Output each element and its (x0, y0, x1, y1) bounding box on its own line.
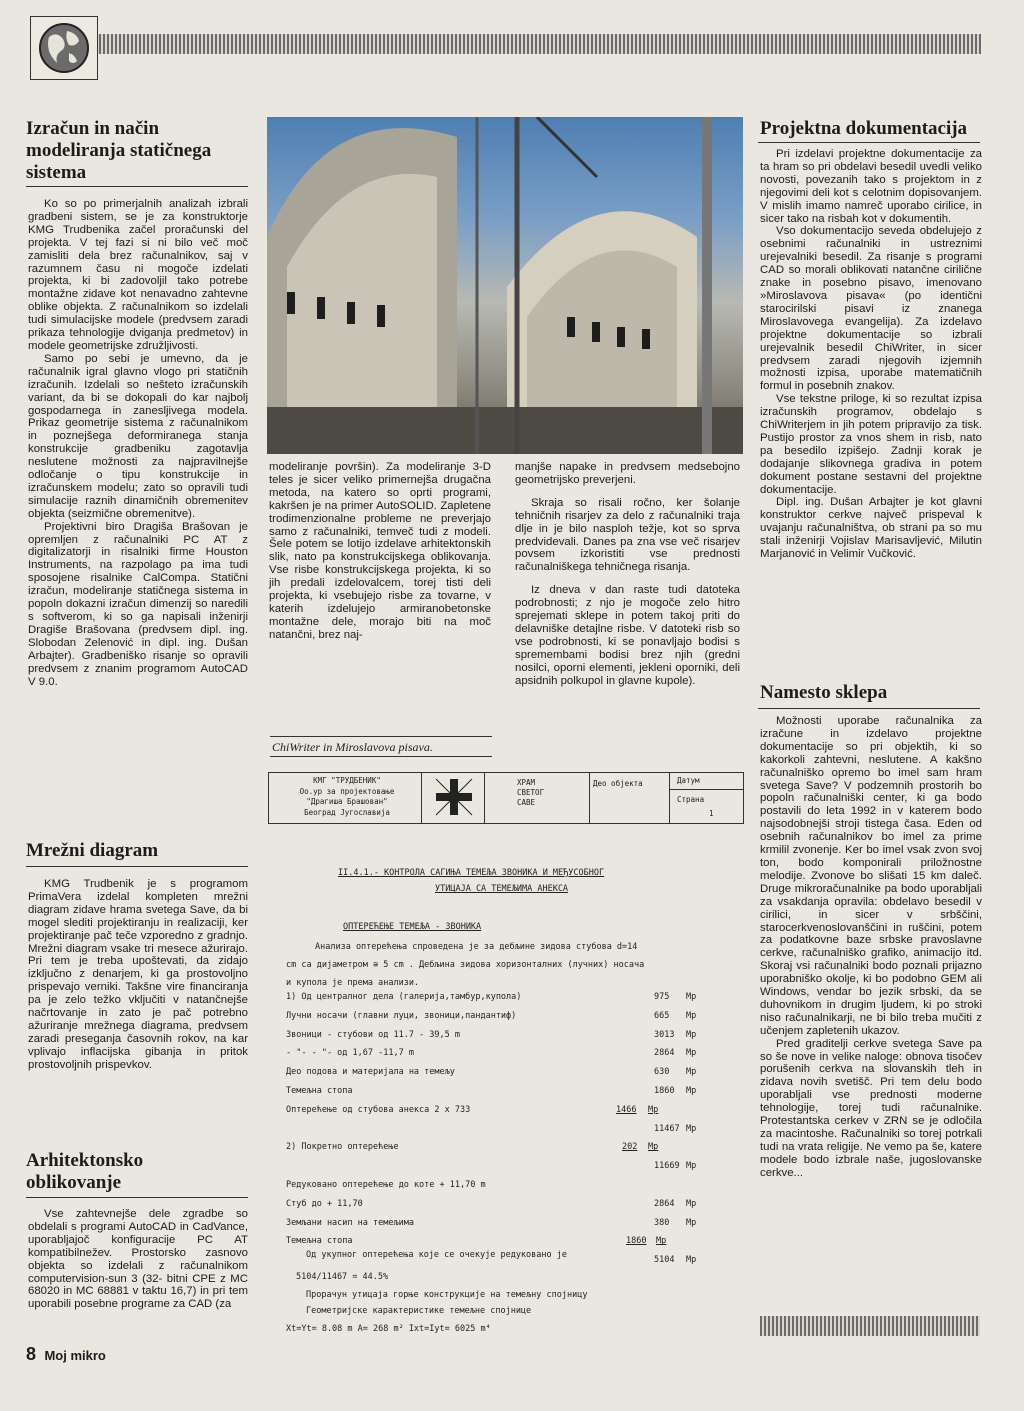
projektna-title: Projektna dokumentacija (760, 118, 968, 139)
table-row (286, 1199, 736, 1218)
paragraph: Pred graditelji cerkve svetega Save pa so še nove in velike naloge: obnova tisočev porušenih cerkva na slovanskih tleh in zidava novih svetišč. Pri tem delu bodo uporabljali vse prednosti moderne tehnologije, torej tudi računalnike. Protestantska cerkev v ZRN se je odločila za macintoshe. Računalniki so torej potrkali tudi na vrata religije. Ne vemo pa še, katere modele bodo izbrale naše, jugoslovanske cerkve... (760, 1037, 982, 1179)
row-value: 11467 (654, 1123, 680, 1134)
stamp-date: Датум (677, 776, 700, 785)
top-rule (95, 34, 981, 54)
paragraph: Vse zahtevnejše dele zgradbe so obdelali s programi AutoCAD in CadVance, uporabljajoč konfiguracije PC AT kompatibilnežev. Prostorsko zasnovo objekta so izdelali z računalnikom computervision-sun 3 (32- bitni CPE z MC 68020 in MC 68881 v taktu 16,7) in pri tem uporabili posebne programe za CAD (za (28, 1208, 248, 1311)
arhitektonsko-title: Arhitektonsko oblikovanje (26, 1150, 144, 1193)
stamp-part: Део објекта (593, 779, 643, 788)
page-footer (26, 1344, 106, 1365)
stamp-org-line: Београд Југославија (304, 807, 390, 817)
projektna-rule (758, 142, 980, 143)
paragraph: manjše napake in predvsem medsebojno geometrijsko preverjeni. (515, 461, 740, 486)
row-unit: Mp (686, 1048, 697, 1059)
row-unit: Mp (686, 1067, 697, 1078)
paragraph: Vse tekstne priloge, ki so rezultat izpisa izračunskih programov, obdelajo s ChiWriterjem in jih potem pripravijo za tisk. Pustijo prostor za vnos shem in risb, nato pa besedilo izpišejo. Zadnji korak je dodajanje slikovnega gradiva in potem dokument postane sestavni del projektne dokumentacije. (760, 393, 982, 496)
table-row (286, 1011, 736, 1030)
middle-col-1: modeliranje površin). Za modeliranje 3-D teles je sicer veliko primernejša drugačna metoda, na katero so oprti programi, kakršen je na primer AutoSOLID. Zapletene trodimenzionalne probleme ne preverjajo samo z računalniki, temveč tudi z modeli. Šele potem se lotijo izdelave arhitektonskih slik, nato pa konstrukcijskega oblikovanja. Vse risbe konstrukcijskega projekta, ki so jih predali izdelovalcem, torej tisti deli projekta, ki vsebujejo risbe za tovarne, v katerih izdelujejo armiranobetonske montažne dele, morajo biti na moč natančni, brez naj- (269, 461, 491, 641)
mrezni-body (28, 878, 248, 1072)
row-value: 380 (654, 1217, 670, 1228)
row-value: 11669 (654, 1161, 680, 1172)
row-label: 2) Покретно оптерећење (286, 1142, 399, 1153)
doc-text: Од укупног оптерећења које се очекује редуковано је (306, 1250, 567, 1260)
row-label: Лучни носачи (главни луци, звоници,пандантиф) (286, 1010, 517, 1021)
row-value: 5104 (654, 1255, 675, 1266)
row-unit: Mp (648, 1104, 659, 1115)
row-value: 975 (654, 992, 670, 1002)
middle-col-2 (515, 461, 740, 688)
arhitektonsko-rule (26, 1197, 248, 1198)
stamp-object-line: САВЕ (517, 798, 536, 807)
paragraph: Skraja so risali ročno, ker šolanje tehničnih risarjev za delo z računalniki traja dlje in je bilo nasploh težje, kot so sprva predvidevali. Danes pa zna vse več risarjev povsem izkoristiti vse prednosti računalniškega tehničnega risanja. (515, 496, 740, 574)
doc-subheading: ОПТЕРЕЋЕЊЕ ТЕМЕЉА - ЗВОНИКА (343, 922, 482, 932)
church-interior-photo (267, 117, 743, 454)
table-row (286, 1124, 736, 1143)
table-row (286, 1030, 736, 1049)
paragraph: Pri izdelavi projektne dokumentacije za ta hram so pri obdelavi besedil uvedli veliko novosti, povezanih tako s projektom in z njegovimi deli kot s celotnim dopisovanjem. V mislih imamo namreč uporabo cirilice, in sicer tako na risbah kot v dokumentih. (760, 148, 982, 225)
row-value: 202 (622, 1142, 638, 1153)
row-unit: Mp (686, 1217, 697, 1228)
magazine-name: Moj mikro (44, 1348, 106, 1363)
row-value: 1466 (616, 1104, 637, 1115)
table-row (286, 1142, 736, 1161)
doc-load-table (286, 992, 736, 1274)
stamp-org-line: КМГ "ТРУДБЕНИК" (313, 776, 381, 785)
paragraph: Projektivni biro Dragiša Brašovan je opremljen z računalniki PC AT z digitalizatorji in risalniki firme Houston Instruments, na razpolago pa ima tudi sposojene risalnike CalCompa. Statični izračun, modeliranje statičnega sistema in popoln dokazni izračun dimenzij so naredili s softverom, ki so ga napisali inženirji Dragiše Brašovana (predvsem dipl. ing. Slobodan Zelenović in dipl. ing. Dušan Arbajter). Gradbeniško risanje so opravili predvsem z znanim programom AutoCAD V 9.0. (28, 520, 248, 688)
row-label: Стуб до + 11,70 (286, 1198, 363, 1209)
table-row (286, 1067, 736, 1086)
paragraph: Vso dokumentacijo seveda obdelujejo z osebnimi računalniki in ustreznimi urejevalniki besedil. Za risanje s programi CAD so morali oblikovati natančne cirilične znake in posebno pisavo, imenovano »Miroslavova pisava« (po identični starocirilski pisavi iz znanega Miroslavovega evangelija). Za izdelavo projektne dokumentacije so izbrali urejevalnik besedil ChiWriter, in sicer predvsem zaradi njegovih izjemnih možnosti izpisa, uporabe matematičnih formul in posebnih znakov. (760, 225, 982, 393)
row-label: Оптерећење од стубова анекса 2 x 733 (286, 1104, 471, 1115)
caption-rule-top (270, 736, 492, 737)
doc-text: Геометријске карактеристике темељне спојнице (306, 1306, 532, 1316)
figure-caption: ChiWriter in Miroslavova pisava. (272, 740, 433, 754)
table-row (286, 1218, 736, 1237)
paragraph: Možnosti uporabe računalnika za izračune in izdelavo projektne dokumentacije so pri objektih, ki so kakorkoli zahtevni, neslutene. A kakšno računalniško opremo bo imel sam hram svetega Save? V podzemnih prostorih bo popoln računalniški center, ki ga bodo postavili do leta 1992 in v katerem bodo najsodobnejši stroji tistega časa. Eden od osebnih računalnikov bo imel za prime krmilil zvonenje. Ker bo imel vsak zvon svoj ton, bodo komponirali priložnostne melodije. Zvonove bo slišati 15 km daleč. Druge mikroračunalnike pa bodo uporabljali za vsakdanja opravila: obdelavo besedil v cirilici, in sicer v srbščini, starocerkvenoslovanščini in ruščini, potem za podatkovne baze srbske pravoslavne cerkve, računalniško grafiko, animacijo itd. Skoraj vsi računalniki bodo poznali prijazno uporabniško okolje, ki bo podobno GEM ali Windows, vendar bo jezik srbski, da se duhovnikom in drugim ljudem, ki po stroki niso računalnikarji, ne bi bilo treba mučiti z učenjem zapletenih ukazov. (760, 715, 982, 1037)
row-unit: Mp (686, 1010, 697, 1021)
row-value: 2864 (654, 1198, 675, 1209)
table-row (286, 1105, 736, 1124)
doc-ratio: 5104/11467 = 44.5% (296, 1272, 389, 1282)
row-label: Земљани насип на темељима (286, 1217, 414, 1228)
row-label: Редуковано оптерећење до коте + 11,70 m (286, 1179, 486, 1190)
table-row (286, 1161, 736, 1180)
row-label: - "- - "- од 1,67 -11,7 m (286, 1048, 414, 1059)
row-unit: Mp (686, 1085, 697, 1096)
doc-text: Прорачун утицаја горње конструкције на темељну спојницу (306, 1290, 588, 1300)
paragraph: Dipl. ing. Dušan Arbajter je kot glavni konstruktor cerkve največ prispeval k uvajanju računalništva, ob strani pa so mu stali inženirji Vojislav Marisavljević, Milutin Marjanović in Velimir Vučković. (760, 496, 982, 561)
table-row (286, 1086, 736, 1105)
stamp-page-number: 1 (709, 809, 714, 818)
paragraph: KMG Trudbenik je s programom PrimaVera izdelal kompleten mrežni diagram zidave hrama svetega Save, da bi mogel slediti projektiranju in realizaciji, ker projektiranje pač teče vzporedno z gradnjo. Mrežni diagram vsake tri mesece ažurirajo. Pri tem je treba upoštevati, da zidajo izključno z denarjem, ki ga prostovoljno prispevajo verniki. Takšne vire financiranja pa je zelo težko vključiti v natančnejše načrtovanje in zato je pač potrebno ažuriranje mrežnega diagrama, predvsem zaradi preseganja časovnih rokov, na kar vplivajo inflacijska gibanja in pritok prostovoljnih prispevkov. (28, 878, 248, 1071)
izracun-rule (26, 186, 248, 187)
page-number: 8 (26, 1344, 37, 1364)
projektna-body (760, 148, 982, 561)
row-unit: Mp (686, 1161, 697, 1172)
row-value: 3013 (654, 1029, 675, 1040)
row-value: 1860 (626, 1236, 647, 1247)
row-unit: Mp (686, 1123, 697, 1134)
row-unit: Mp (686, 1198, 697, 1209)
stamp-org-line: Оо.ур за пројектовање (299, 786, 395, 796)
stamp-object-line: СВЕТОГ (517, 788, 545, 797)
row-label: Темељна стопа (286, 1236, 353, 1247)
row-label: Део подова и материјала на темељу (286, 1067, 455, 1078)
stamp-page-label: Страна (677, 795, 705, 804)
table-row (286, 1180, 736, 1199)
stamp-object (517, 778, 544, 808)
izracun-title: Izračun in način modeliranja statičnega sistema (26, 118, 212, 183)
doc-heading: УТИЦАЈА СА ТЕМЕЉИМА АНЕКСА (435, 884, 569, 894)
caption-rule-bottom (270, 756, 492, 757)
title-block-stamp (268, 772, 744, 824)
paragraph: Iz dneva v dan raste tudi datoteka podrobnosti; z njo je mogoče zelo hitro sprejemati sklepe in potem takoj priti do delavniške detajlne risbe. V datoteki risb so vse podrobnosti, ki se ponavljajo bodisi s spremembami bodisi brez njih (gredni nosilci, oporni elementi, jekleni oporniki, deli apsidnih polkupol in glavne kupole). (515, 584, 740, 687)
row-unit: Mp (648, 1142, 659, 1153)
izracun-body (28, 198, 248, 688)
paragraph: Samo po sebi je umevno, da je računalnik igral glavno vlogo pri statičnih izračunih. Izdelali so nešteto izračunskih variant, da bi se dokopali do kar najbolj gospodarnega in zanesljivega modela. Prikaz geometrije sistema z računalnikom in poznejšega deformiranega stanja konstrukcije gradbeniku zagotavlja neslutene možnosti za najpravilnejše odločanje o tipu konstrukcije in izračunskem modelu; zato so opravili tudi simulacije raznih dinamičnih obremenitev objekta (seizmične obremenitve). (28, 352, 248, 520)
stamp-object-line: ХРАМ (517, 778, 536, 787)
row-unit: Mp (686, 992, 697, 1002)
arhitektonsko-body (28, 1208, 248, 1311)
bottom-rule (760, 1316, 980, 1336)
row-value: 2864 (654, 1048, 675, 1059)
table-row (286, 992, 736, 1011)
doc-text: Анализа оптерећења спроведена је за дебљине зидова стубова d=14 (315, 942, 638, 952)
row-label: 1) Од централног дела (галерија,тамбур,купола) (286, 992, 522, 1002)
table-row (286, 1048, 736, 1067)
doc-heading: II.4.1.- КОНТРОЛА САГИЊА ТЕМЕЉА ЗВОНИКА И МЕЂУСОБНОГ (338, 868, 605, 878)
row-unit: Mp (686, 1255, 697, 1266)
doc-text: и купола је према анализи. (286, 978, 420, 988)
doc-text: cm са дијаметром ≅ 5 cm . Дебљина зидова хоризонталних (лучних) носача (286, 960, 645, 970)
namesto-body (760, 715, 982, 1180)
row-label: Темељна стопа (286, 1085, 353, 1096)
row-unit: Mp (686, 1029, 697, 1040)
row-unit: Mp (656, 1236, 667, 1247)
namesto-rule (758, 708, 980, 709)
namesto-title: Namesto sklepa (760, 682, 888, 703)
row-value: 1860 (654, 1085, 675, 1096)
paragraph: Ko so po primerjalnih analizah izbrali gradbeni sistem, se je za konstruktorje KMG Trudbenika začel proračunski del projekta. V tej fazi si ni bilo več moč zamisliti dela brez računalnikov, saj v razumnem času ni mogoče izdelati projekta, ki bi zadovoljil tako potrebe montažne zidave kot nenavadno zahtevne oblike objekta. Z računalnikom so izdelali tudi simulacijske modele (predvsem zaradi prikaza tehnologije dviganja predmetov) in modele geometrijske združljivosti. (28, 198, 248, 352)
doc-text: Xt=Yt= 8.08 m A= 268 m² Ixt=Iyt= 6025 m⁴ (286, 1324, 491, 1334)
globe-icon (30, 16, 98, 80)
row-value: 630 (654, 1067, 670, 1078)
stamp-org-line: "Драгиша Брашован" (306, 797, 388, 806)
row-label: Звоници - стубови од 11.7 - 39,5 m (286, 1029, 460, 1040)
cross-emblem-icon (434, 777, 474, 822)
row-value: 665 (654, 1010, 670, 1021)
stamp-org (273, 776, 421, 818)
mrezni-rule (26, 866, 248, 867)
mrezni-title: Mrežni diagram (26, 840, 159, 861)
